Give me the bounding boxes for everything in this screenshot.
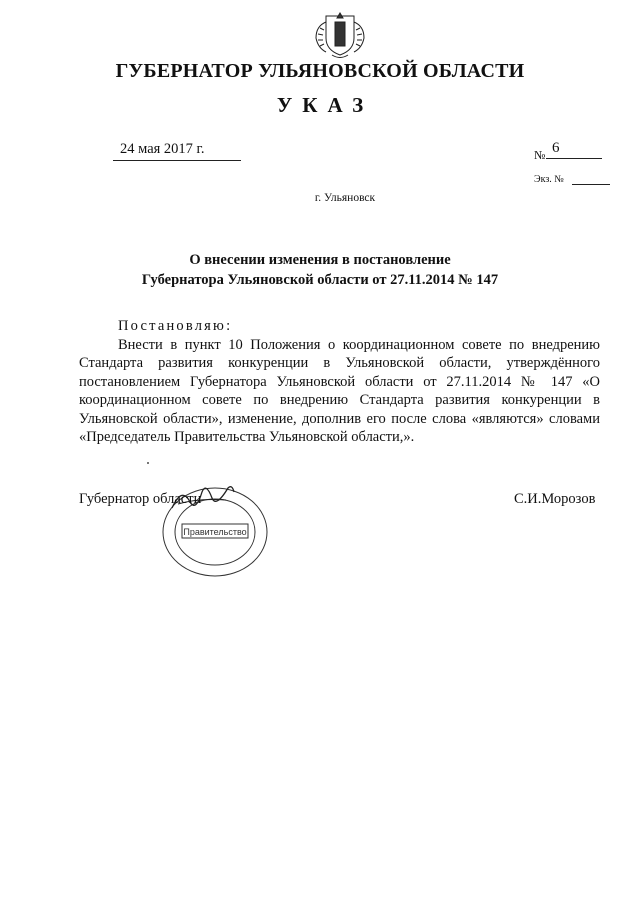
org-title: ГУБЕРНАТОР УЛЬЯНОВСКОЙ ОБЛАСТИ [115, 60, 525, 82]
decree-paragraph: Внести в пункт 10 Положения о координационном совете по внедрению Стандарта развития конкуренции в Ульяновской области, утверждённого постановлением Губернатора Ульяновской области от 27.11.2014 № 147 «О координационном совете по внедрению Стандарта развития конкуренции в Ульяновской области», изменение, дополнив его после слова «являются» словами «Председатель Правительства Ульяновской области,». [79, 336, 600, 445]
decree-subject [0, 250, 640, 290]
signatory-name: С.И.Морозов [514, 491, 596, 507]
subject-line-1: О внесении изменения в постановление [189, 252, 451, 268]
decree-body [79, 317, 600, 447]
scan-speck [147, 462, 149, 464]
number-sign: № [534, 148, 546, 162]
number-underline [546, 158, 602, 159]
document-date: 24 мая 2017 г. [120, 141, 205, 157]
subject-line-2: Губернатора Ульяновской области от 27.11.2014 № 147 [141, 272, 499, 288]
document-type: УКАЗ [276, 93, 374, 117]
copy-underline [572, 184, 610, 185]
signatory-title: Губернатор области [79, 491, 202, 507]
city: г. Ульяновск [314, 192, 376, 204]
date-underline [113, 160, 241, 161]
seal-text: Правительство [183, 527, 247, 537]
number-value: 6 [552, 140, 560, 156]
decree-word: Постановляю: [118, 318, 233, 334]
ulyanovsk-coat-of-arms-icon [312, 8, 368, 60]
copy-label: Экз. № [534, 174, 564, 185]
